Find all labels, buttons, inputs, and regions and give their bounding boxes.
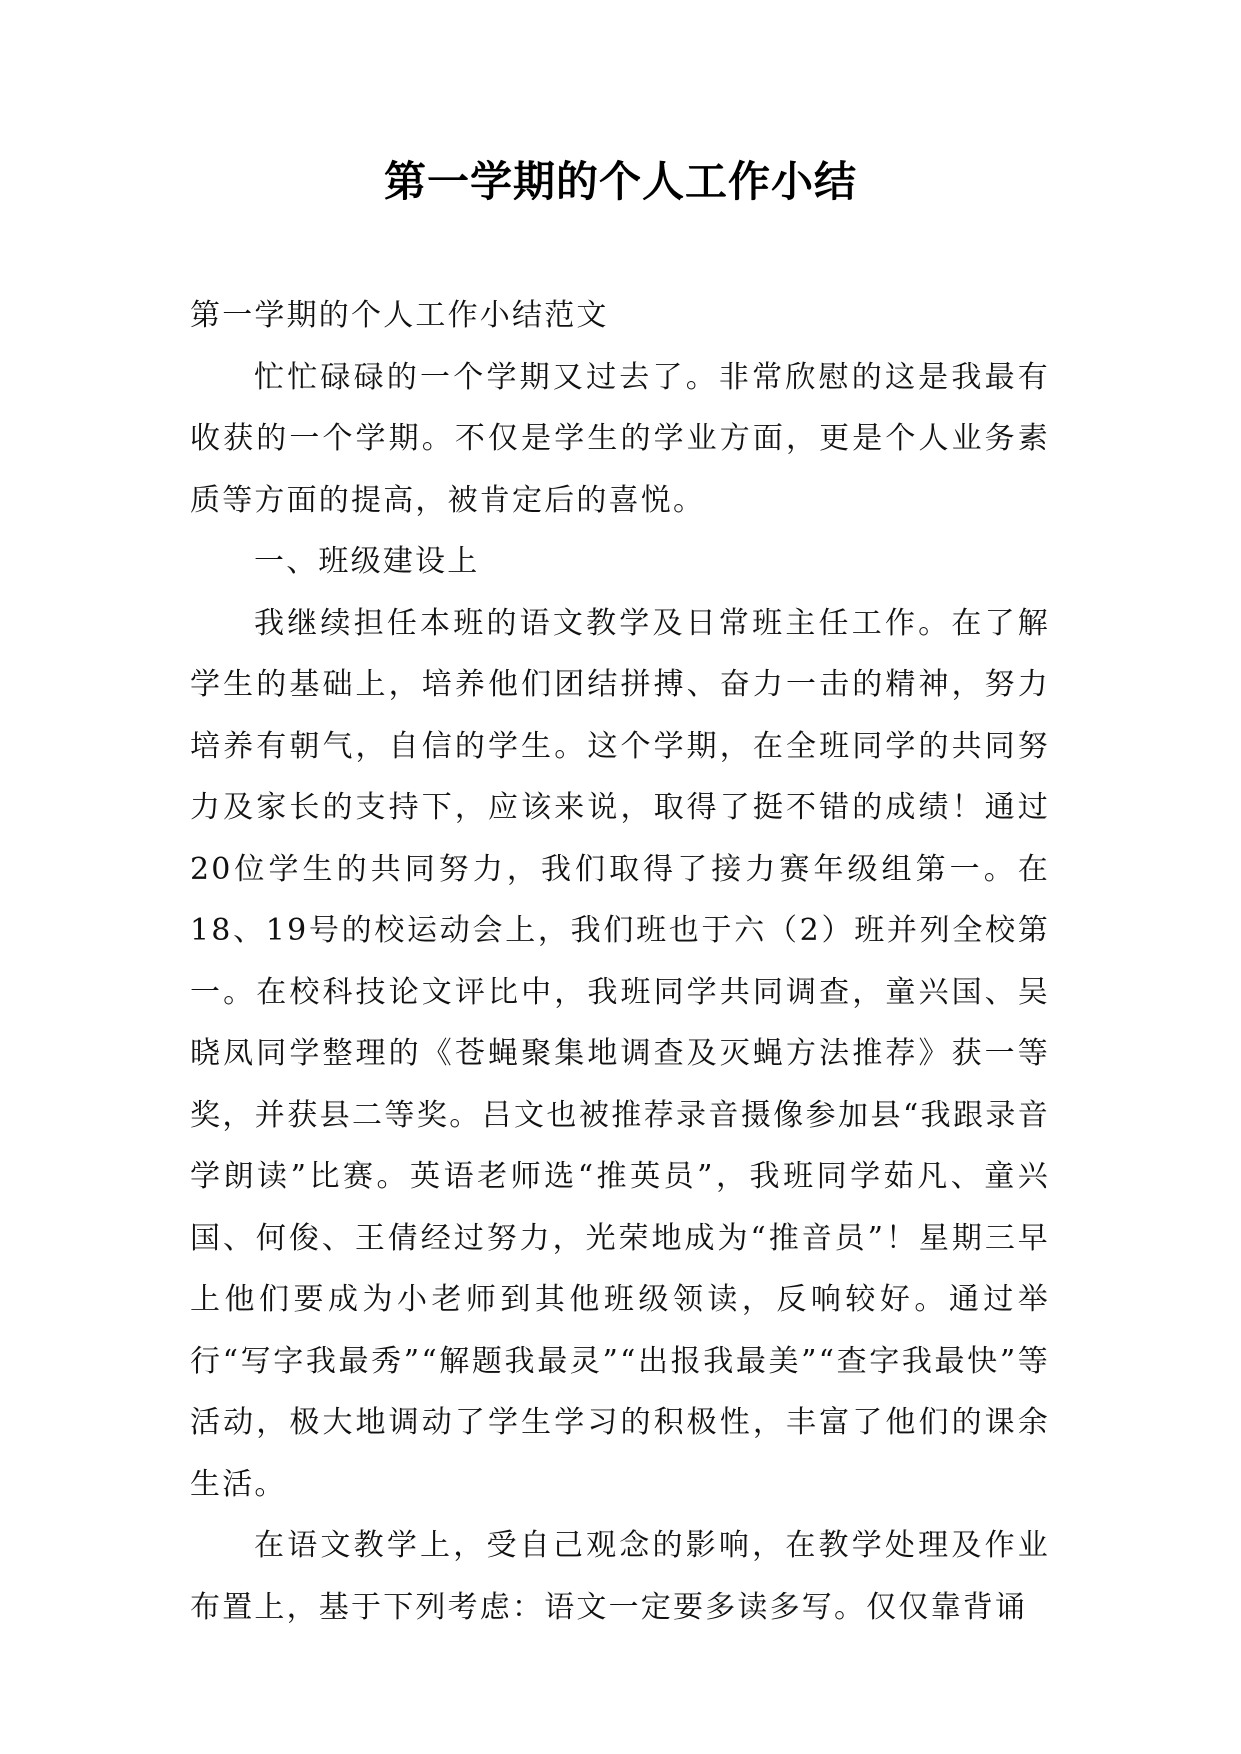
paragraph-class-building: 我继续担任本班的语文教学及日常班主任工作。在了解学生的基础上，培养他们团结拼搏、奋力一击的精神，努力培养有朝气，自信的学生。这个学期，在全班同学的共同努力及家长的支持下，应该来说，取得了挺不错的成绩！通过20位学生的共同努力，我们取得了接力赛年级组第一。在18、19号的校运动会上，我们班也于六（2）班并列全校第一。在校科技论文评比中，我班同学共同调查，童兴国、吴晓凤同学整理的《苍蝇聚集地调查及灭蝇方法推荐》获一等奖，并获县二等奖。吕文也被推荐录音摄像参加县“我跟录音学朗读”比赛。英语老师选“推英员”，我班同学茹凡、童兴国、何俊、王倩经过努力，光荣地成为“推音员”！星期三早上他们要成为小老师到其他班级领读，反响较好。通过举行“写字我最秀”“解题我最灵”“出报我最美”“查字我最快”等活动，极大地调动了学生学习的积极性，丰富了他们的课余生活。 <box>190 605 1050 1502</box>
document-subtitle: 第一学期的个人工作小结范文 <box>190 298 609 333</box>
paragraph-intro: 忙忙碌碌的一个学期又过去了。非常欣慰的这是我最有收获的一个学期。不仅是学生的学业方面，更是个人业务素质等方面的提高，被肯定后的喜悦。 <box>190 359 1050 518</box>
document-title: 第一学期的个人工作小结 <box>383 157 857 206</box>
paragraph-chinese-teaching: 在语文教学上，受自己观念的影响，在教学处理及作业布置上，基于下列考虑：语文一定要多读多写。仅仅靠背诵 <box>190 1528 1050 1625</box>
document-body <box>190 285 1050 1638</box>
section-heading-class-building: 一、班级建设上 <box>254 544 480 579</box>
